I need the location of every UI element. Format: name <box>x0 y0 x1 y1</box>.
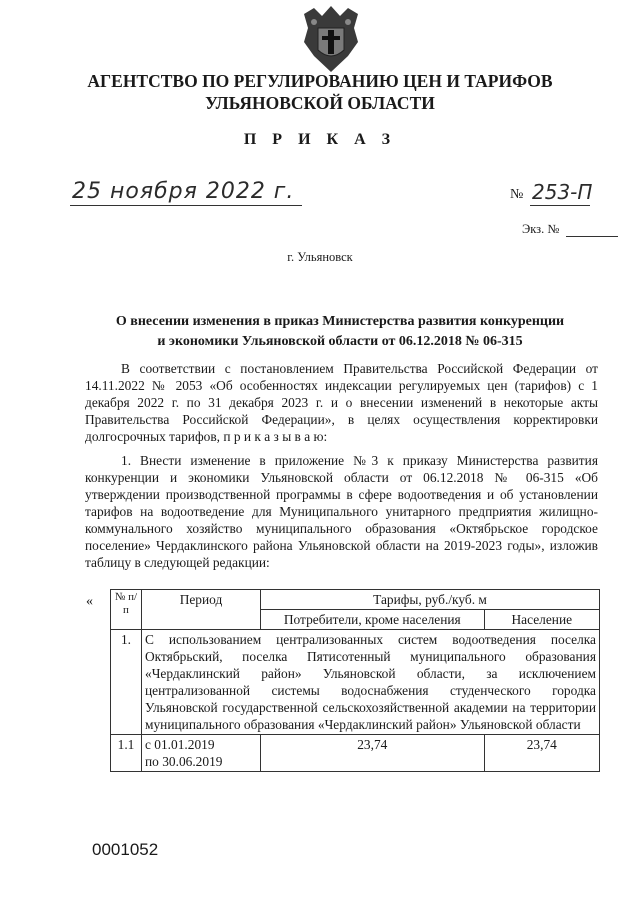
preamble-paragraph: В соответствии с постановлением Правительства Российской Федерации от 14.11.2022 № 2053 «Об особенностях индексации регулируемых цен (тарифов) с 1 декабря 2022 г. по 31 декабря 2023 г. и о внесении изменений в некоторые акты Правительства Российской Федерации», в целях осуществления корректировки долгосрочных тарифов, п р и к а з ы в а ю: <box>85 361 598 444</box>
order-subject <box>90 312 590 352</box>
table-section-row <box>111 630 600 735</box>
number-underline <box>530 205 590 206</box>
clause-1-paragraph: 1. Внести изменение в приложение №3 к приказу Министерства развития конкуренции и экономики Ульяновской области от 06.12.2018 № 06-315 «Об утверждении производственной программы в сфере водоотведения и об установлении тарифов на водоотведение для Муниципального унитарного предприятия жилищно-коммунального хозяйство муниципального образования «Октябрьское городское поселение» Чердаклинского района Ульяновской области на 2019-2023 годы», изложив таблицу в следующей редакции: <box>85 453 598 570</box>
header-population: Население <box>484 610 599 630</box>
row-population-tariff: 23,74 <box>484 735 599 772</box>
period-to: по 30.06.2019 <box>145 754 223 769</box>
tariff-table <box>110 589 600 772</box>
copy-number-underline <box>566 236 618 237</box>
period-from: с 01.01.2019 <box>145 737 215 752</box>
document-type-title: П Р И К А З <box>243 131 397 148</box>
opening-quote-mark: « <box>86 594 93 609</box>
header-number: № п/п <box>111 590 142 630</box>
header-period: Период <box>142 590 261 630</box>
header-consumers: Потребители, кроме населения <box>261 610 485 630</box>
agency-name-line1: АГЕНТСТВО ПО РЕГУЛИРОВАНИЮ ЦЕН И ТАРИФОВ <box>87 71 553 91</box>
row-consumers-tariff: 23,74 <box>261 735 485 772</box>
order-date-handwritten: 25 ноября 2022 г. <box>72 179 295 204</box>
city-name: г. Ульяновск <box>287 250 353 264</box>
section-description: С использованием централизованных систем водоотведения поселка Октябрьский, поселка Пятисотенный муниципального образования «Чердаклинский район» Ульяновской области, за исключением централизованной системы водоснабжения студенческого городка Ульяновской государственной сельскохозяйственной академии на территории муниципального образования «Чердаклинский район» Ульяновской области <box>142 630 600 735</box>
row-period <box>142 735 261 772</box>
order-number-label: № <box>510 187 524 202</box>
table-row <box>111 735 600 772</box>
section-number: 1. <box>111 630 142 735</box>
form-serial-number: 0001052 <box>92 840 159 859</box>
agency-name-line2: УЛЬЯНОВСКОЙ ОБЛАСТИ <box>205 93 435 113</box>
date-underline <box>70 205 302 206</box>
order-number-handwritten: 253-П <box>532 180 593 204</box>
copy-number-label: Экз. № <box>522 222 560 236</box>
subject-line1: О внесении изменения в приказ Министерства развития конкуренции <box>115 314 565 329</box>
header-tariffs: Тарифы, руб./куб. м <box>261 590 600 610</box>
coat-of-arms-emblem <box>296 6 366 74</box>
row-number: 1.1 <box>111 735 142 772</box>
subject-line2: и экономики Ульяновской области от 06.12.2018 № 06-315 <box>157 334 523 349</box>
table-header-row <box>111 590 600 610</box>
